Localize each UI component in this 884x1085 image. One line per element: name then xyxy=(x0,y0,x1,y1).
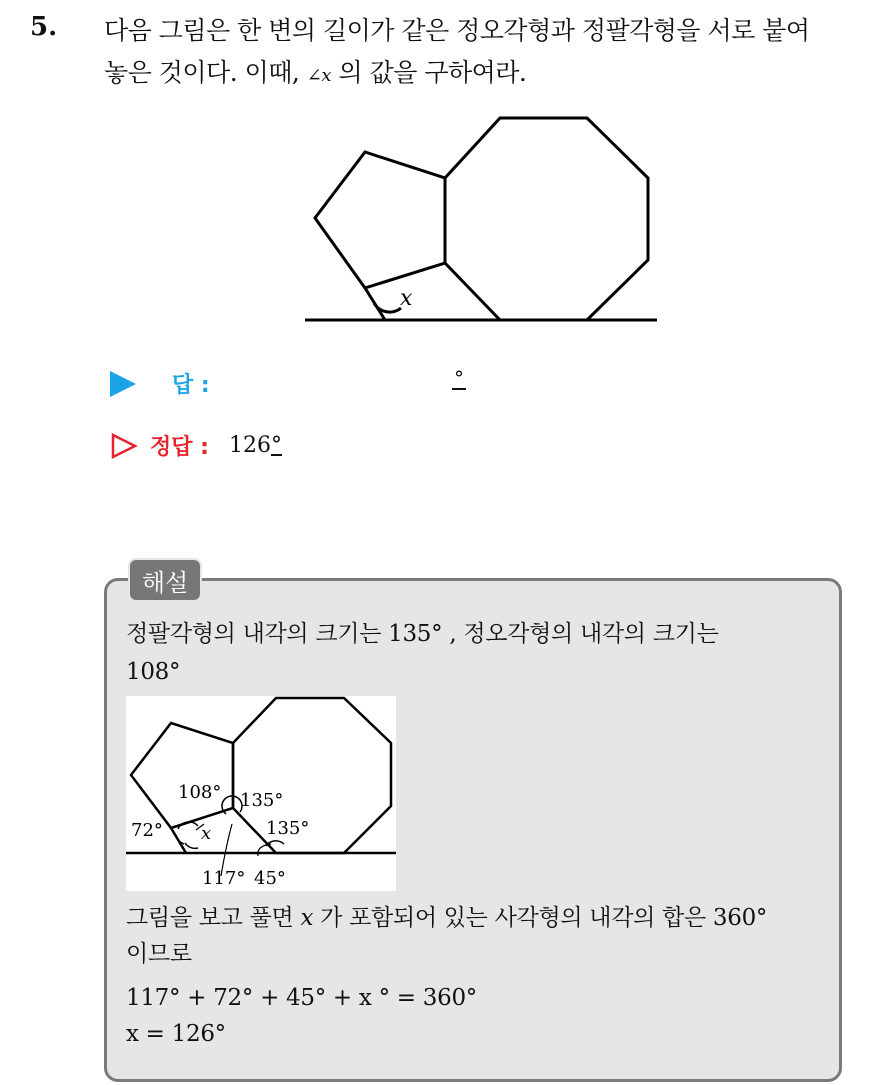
outline-triangle-icon xyxy=(110,432,138,460)
label-72: 72° xyxy=(131,820,163,841)
angle-x-symbol: ∠x xyxy=(306,65,332,86)
question-line-2a: 놓은 것이다. 이때, xyxy=(104,58,307,87)
solution-line-4: 이므로 xyxy=(126,941,192,967)
solution-figure xyxy=(126,696,396,891)
question-number: 5. xyxy=(30,12,58,42)
octagon-shape xyxy=(445,118,648,320)
answer-label: 답 : xyxy=(172,373,210,398)
label-117: 117° xyxy=(202,868,246,889)
question-line-1: 다음 그림은 한 변의 길이가 같은 정오각형과 정팔각형을 서로 붙여 xyxy=(104,16,810,45)
correct-answer-row xyxy=(110,430,282,461)
pentagon-shape xyxy=(315,152,445,320)
arc-117 xyxy=(185,843,198,848)
question-line-2 xyxy=(104,52,874,97)
solution-tag: 해설 xyxy=(128,558,202,602)
correct-answer-label: 정답 : xyxy=(150,435,209,460)
question-text xyxy=(104,10,874,97)
question-line-2b: 의 값을 구하여라. xyxy=(331,58,527,87)
label-135-top: 135° xyxy=(240,790,284,811)
solution-line-1: 정팔각형의 내각의 크기는 135° , 정오각형의 내각의 크기는 xyxy=(126,621,719,647)
label-108: 108° xyxy=(178,782,222,803)
label-45: 45° xyxy=(254,868,286,889)
solution-line-2: 108° xyxy=(126,659,181,685)
label-x: x xyxy=(201,823,212,844)
solution-line-3: 그림을 보고 풀면 x 가 포함되어 있는 사각형의 내각의 합은 360° xyxy=(126,905,768,931)
answer-blank-field[interactable]: ° xyxy=(454,366,464,390)
solution-result: x = 126° xyxy=(126,1021,226,1047)
play-triangle-icon xyxy=(110,371,136,397)
label-135-right: 135° xyxy=(266,818,310,839)
answer-row xyxy=(110,368,210,399)
problem-figure xyxy=(300,110,670,335)
solution-octagon-shape xyxy=(233,698,391,853)
solution-equation: 117° + 72° + 45° + x ° = 360° xyxy=(126,985,477,1011)
correct-answer-value: 126° xyxy=(228,433,282,458)
figure-x-label: x xyxy=(400,286,413,311)
